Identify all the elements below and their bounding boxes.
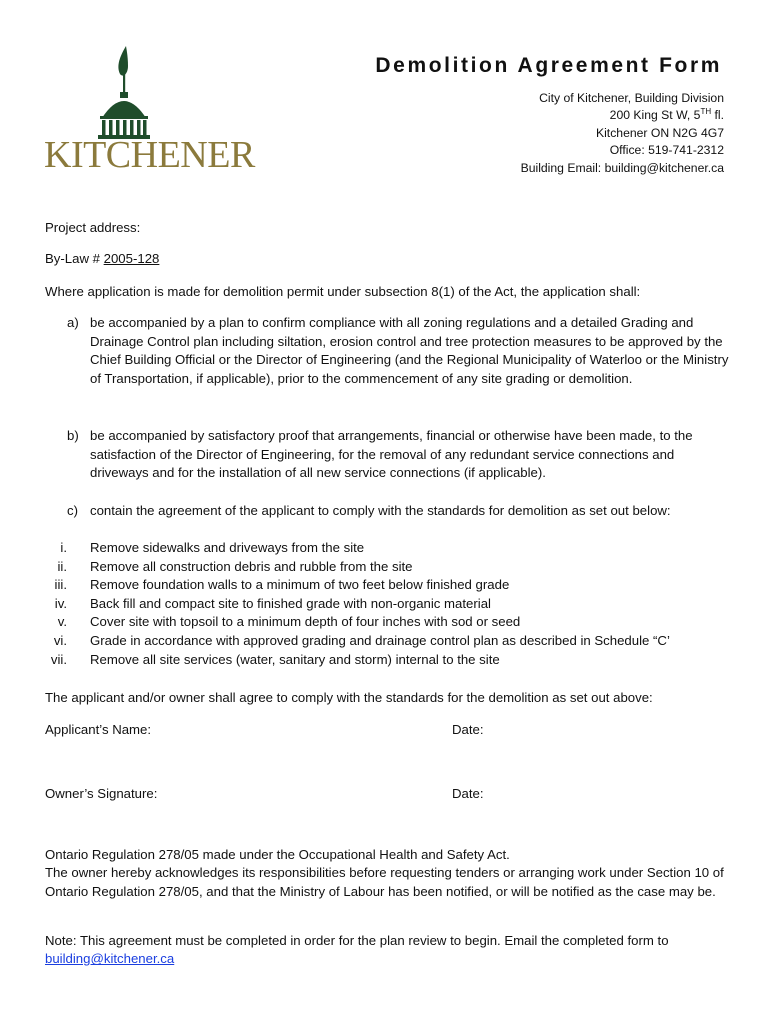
condition-c xyxy=(45,502,735,521)
condition-b xyxy=(45,427,735,483)
address-line-email: Building Email: building@kitchener.ca xyxy=(520,160,724,175)
list-item: vii. Remove all site services (water, sanitary and storm) internal to the site xyxy=(50,651,500,667)
building-email-link[interactable]: building@kitchener.ca xyxy=(45,951,175,967)
condition-text: contain the agreement of the applicant to comply with the standards for demolition as set out below: xyxy=(90,503,671,518)
regulation-block xyxy=(45,846,735,901)
applicant-date-label: Date: xyxy=(452,722,484,737)
address-line-phone: Office: 519-741-2312 xyxy=(609,143,724,158)
owner-date-label: Date: xyxy=(452,786,484,801)
note-block xyxy=(45,932,735,969)
address-line-city: Kitchener ON N2G 4G7 xyxy=(595,125,724,140)
bylaw-line xyxy=(45,251,159,266)
condition-a xyxy=(45,314,735,388)
list-item: v. Cover site with topsoil to a minimum depth of four inches with sod or seed xyxy=(57,614,521,630)
condition-text: be accompanied by a plan to confirm compliance with all zoning regulations and a detailed Grading and Drainage Control plan including siltation, erosion control and tree protection measures to be approved by the Chief Building Official or the Director of Engineering (and the Regional Municipality of Waterloo or the Ministry of Transportation, if applicable), prior to the commencement of any site grading or demolition. xyxy=(90,315,729,386)
agreement-statement: The applicant and/or owner shall agree to comply with the standards for the demolition as set out above: xyxy=(45,690,653,705)
demolition-standards-list xyxy=(45,539,670,669)
note-text: Note: This agreement must be completed in order for the plan review to begin. Email the completed form to xyxy=(45,933,669,948)
list-item: i. Remove sidewalks and driveways from the site xyxy=(60,540,365,555)
intro-text: Where application is made for demolition permit under subsection 8(1) of the Act, the application shall: xyxy=(45,284,641,299)
condition-marker: c) xyxy=(67,503,78,518)
bylaw-number-link[interactable]: 2005-128 xyxy=(103,251,160,266)
division-address xyxy=(521,90,724,177)
kitchener-logo xyxy=(44,44,255,176)
list-item: vi. Grade in accordance with approved grading and drainage control plan as described in Schedule “C’ xyxy=(53,632,670,648)
list-item: ii. Remove all construction debris and rubble from the site xyxy=(57,558,413,574)
applicant-name-label: Applicant’s Name: xyxy=(45,722,152,737)
bylaw-label: By-Law # xyxy=(45,251,104,266)
owner-signature-label: Owner’s Signature: xyxy=(45,786,158,801)
project-address-label: Project address: xyxy=(45,220,141,235)
regulation-body: The owner hereby acknowledges its responsibilities before requesting tenders or arranging work under Section 10 of Ontario Regulation 278/05, and that the Ministry of Labour has been notified, or will be notified as the case may be. xyxy=(45,865,724,899)
condition-marker: a) xyxy=(67,315,79,330)
list-item: iii. Remove foundation walls to a minimum of two feet below finished grade xyxy=(54,577,510,593)
city-hall-icon xyxy=(44,44,220,144)
condition-text: be accompanied by satisfactory proof that arrangements, financial or otherwise have been made, to the satisfaction of the Director of Engineering, for the removal of any redundant service connections and driveways and for the installation of all new service connections (if applicable). xyxy=(90,428,693,481)
regulation-title: Ontario Regulation 278/05 made under the Occupational Health and Safety Act. xyxy=(45,847,510,862)
form-title: Demolition Agreement Form xyxy=(375,54,722,77)
condition-marker: b) xyxy=(67,428,79,443)
list-item: iv. Back fill and compact site to finished grade with non-organic material xyxy=(54,595,491,611)
logo-wordmark: KITCHENER xyxy=(44,134,255,176)
address-line-street: 200 King St W, 5TH fl. xyxy=(609,107,724,123)
address-line-division: City of Kitchener, Building Division xyxy=(539,91,724,105)
